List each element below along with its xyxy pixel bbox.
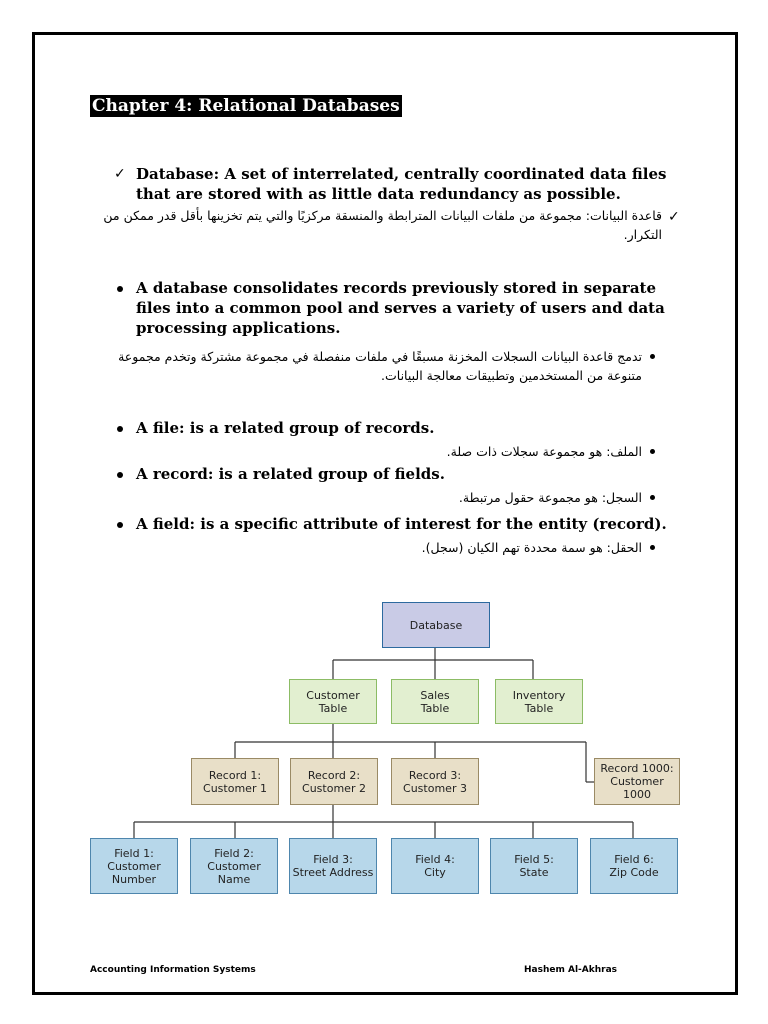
field-definition-ar: الحقل: هو سمة محددة تهم الكيان (سجل). — [421, 540, 642, 555]
customer-table-node: Customer Table — [289, 679, 377, 724]
page-title: Chapter 4: Relational Databases — [92, 96, 400, 116]
record-2-node: Record 2: Customer 2 — [290, 758, 378, 805]
bullet-icon — [650, 545, 655, 550]
file-definition-en: A file: is a related group of records. — [136, 419, 435, 437]
file-definition-ar: الملف: هو مجموعة سجلات ذات صلة. — [446, 444, 642, 459]
bullet-icon — [117, 426, 123, 432]
sales-table-node: Sales Table — [391, 679, 479, 724]
bullet-icon — [117, 522, 123, 528]
database-node: Database — [382, 602, 490, 648]
record-definition-ar: السجل: هو مجموعة حقول مرتبطة. — [458, 490, 642, 505]
field-6-node: Field 6: Zip Code — [590, 838, 678, 894]
checkmark-icon: ✓ — [668, 209, 680, 225]
field-definition-en: A field: is a specific attribute of interest for the entity (record). — [136, 515, 667, 533]
record-1000-node: Record 1000: Customer 1000 — [594, 758, 680, 805]
field-2-node: Field 2: Customer Name — [190, 838, 278, 894]
database-definition-en: Database: A set of interrelated, centrally coordinated data files that are stored with as little data redundancy as possible. — [136, 165, 667, 203]
bullet-icon — [117, 286, 123, 292]
consolidation-text-en: A database consolidates records previously stored in separate files into a common pool and serves a variety of users and data processing applications. — [136, 279, 665, 337]
footer-course-title: Accounting Information Systems — [90, 965, 256, 975]
record-1-node: Record 1: Customer 1 — [191, 758, 279, 805]
database-definition-ar: قاعدة البيانات: مجموعة من ملفات البيانات المترابطة والمنسقة مركزيًا والتي يتم تخزينها بأقل قدر ممكن من التكرار. — [103, 208, 662, 242]
bullet-icon — [117, 472, 123, 478]
record-definition-en: A record: is a related group of fields. — [136, 465, 445, 483]
field-3-node: Field 3: Street Address — [289, 838, 377, 894]
inventory-table-node: Inventory Table — [495, 679, 583, 724]
record-3-node: Record 3: Customer 3 — [391, 758, 479, 805]
bullet-icon — [650, 449, 655, 454]
field-5-node: Field 5: State — [490, 838, 578, 894]
footer-author: Hashem Al-Akhras — [524, 965, 617, 975]
field-1-node: Field 1: Customer Number — [90, 838, 178, 894]
checkmark-icon: ✓ — [114, 166, 126, 182]
consolidation-text-ar: تدمج قاعدة البيانات السجلات المخزنة مسبقًا في ملفات منفصلة في مجموعة مشتركة وتخدم مجموعة متنوعة من المستخدمين وتطبيقات معالجة البيانات. — [118, 349, 642, 383]
database-hierarchy-diagram — [86, 598, 682, 898]
bullet-icon — [650, 354, 655, 359]
field-4-node: Field 4: City — [391, 838, 479, 894]
bullet-icon — [650, 495, 655, 500]
